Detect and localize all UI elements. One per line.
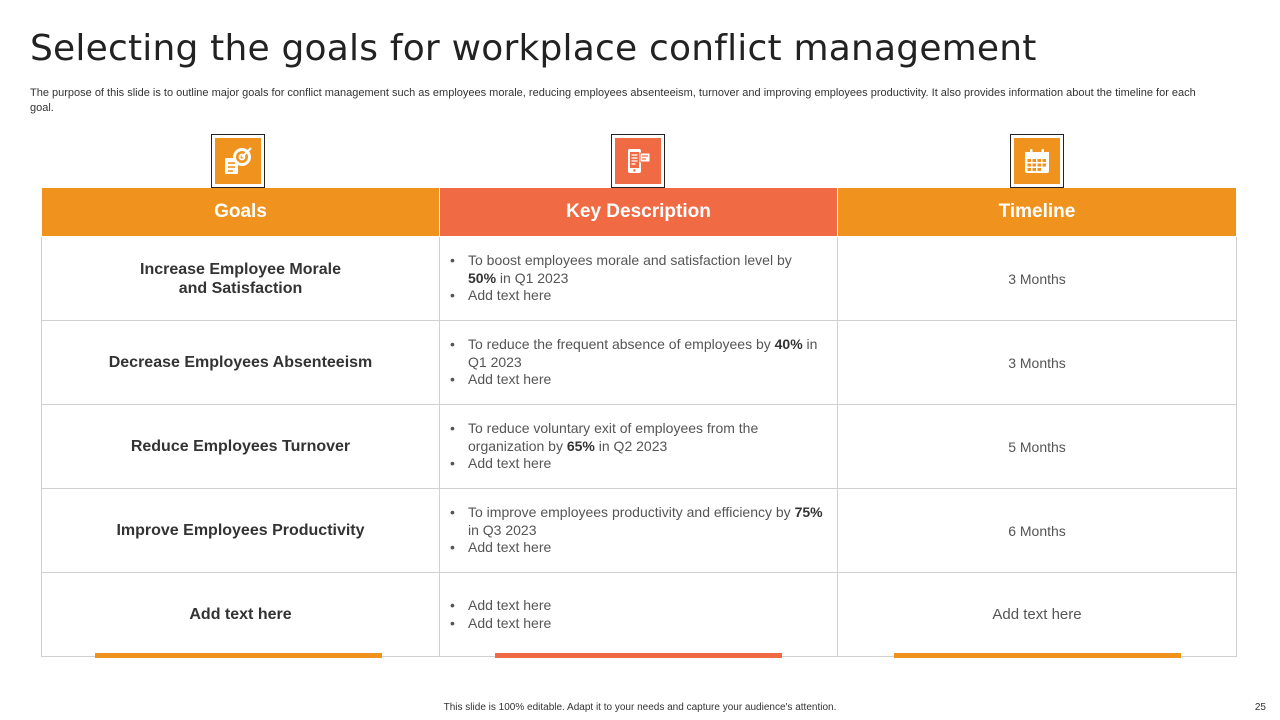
goal-cell: Decrease Employees Absenteeism: [42, 321, 440, 405]
table-row: [42, 573, 1237, 657]
description-item: • To reduce voluntary exit of employees from the organization by 65% in Q2 2023: [468, 420, 823, 455]
timeline-cell: 5 Months: [838, 405, 1237, 489]
description-accent-bar: [495, 653, 782, 658]
description-item: • Add text here: [468, 455, 823, 473]
goal-cell: Reduce Employees Turnover: [42, 405, 440, 489]
header-key-description: Key Description: [440, 188, 838, 237]
description-item: • Add text here: [468, 287, 823, 305]
goal-cell: Add text here: [42, 573, 440, 657]
timeline-icon-frame: [1010, 134, 1064, 188]
header-timeline: Timeline: [838, 188, 1237, 237]
description-item: • To reduce the frequent absence of employees by 40% in Q1 2023: [468, 336, 823, 371]
timeline-accent-bar: [894, 653, 1181, 658]
description-item: • Add text here: [468, 597, 823, 615]
goal-label: and Satisfaction: [178, 279, 303, 297]
goals-accent-bar: [95, 653, 382, 658]
timeline-cell: Add text here: [838, 573, 1237, 657]
goals-table: [41, 187, 1237, 657]
table-row: [42, 405, 1237, 489]
timeline-cell: 3 Months: [838, 237, 1237, 321]
description-cell: [440, 489, 838, 573]
goal-cell: Improve Employees Productivity: [42, 489, 440, 573]
slide-subtitle: The purpose of this slide is to outline major goals for conflict management such as employees morale, reducing employees absenteeism, turnover and improving employees productivity. It also provides information about the timeline for each goal.: [30, 87, 1196, 114]
table-header-row: [42, 188, 1237, 237]
table-row: [42, 489, 1237, 573]
description-item: • To boost employees morale and satisfaction level by 50% in Q1 2023: [468, 252, 823, 287]
target-checklist-icon: [215, 138, 261, 184]
mobile-document-icon: [615, 138, 661, 184]
goal-label: Increase Employee Morale: [140, 260, 341, 278]
description-item: • Add text here: [468, 371, 823, 389]
description-cell: [440, 237, 838, 321]
table-row: [42, 321, 1237, 405]
description-item: • To improve employees productivity and efficiency by 75% in Q3 2023: [468, 504, 823, 539]
page-number: 25: [1254, 702, 1266, 713]
description-cell: [440, 573, 838, 657]
goals-icon-frame: [211, 134, 265, 188]
slide-footer: This slide is 100% editable. Adapt it to your needs and capture your audience's attention.: [443, 702, 837, 713]
timeline-cell: 6 Months: [838, 489, 1237, 573]
timeline-cell: 3 Months: [838, 321, 1237, 405]
slide-title: Selecting the goals for workplace conflict management: [30, 28, 1037, 69]
table-row: [42, 237, 1237, 321]
description-cell: [440, 405, 838, 489]
description-cell: [440, 321, 838, 405]
goal-cell: [42, 237, 440, 321]
header-goals: Goals: [42, 188, 440, 237]
description-item: • Add text here: [468, 539, 823, 557]
calendar-icon: [1014, 138, 1060, 184]
description-icon-frame: [611, 134, 665, 188]
description-item: • Add text here: [468, 615, 823, 633]
